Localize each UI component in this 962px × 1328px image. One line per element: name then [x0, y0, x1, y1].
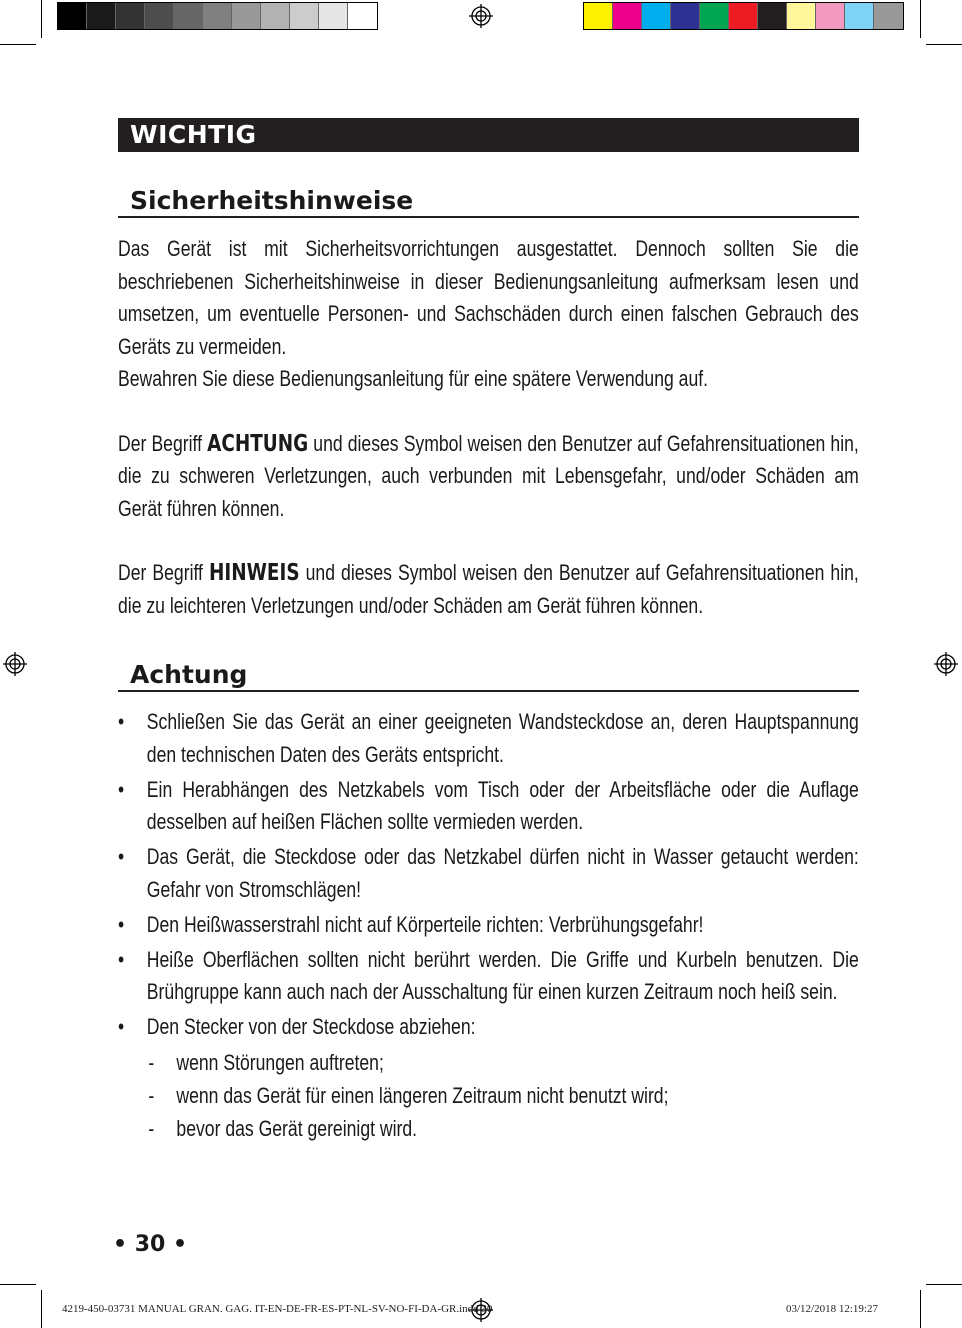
section-title-achtung: Achtung: [118, 660, 859, 692]
color-swatch: [261, 3, 290, 29]
color-swatch: [671, 3, 700, 29]
bullet-icon: •: [118, 776, 125, 802]
list-item-text: Heiße Oberflächen sollten nicht berührt werden. Die Griffe und Kurbeln benutzen. Die Brühgruppe kann auch nach der Ausschaltung für einen kurzen Zeitraum noch heiß sein.: [146, 946, 859, 1004]
process-color-bar: [583, 2, 904, 30]
list-item-text: Schließen Sie das Gerät an einer geeigneten Wandsteckdose an, deren Hauptspannung den technischen Daten des Geräts entspricht.: [146, 709, 859, 767]
list-item: [118, 841, 859, 906]
wichtig-header-bar: WICHTIG: [118, 118, 859, 152]
list-item-text: Den Stecker von der Steckdose abziehen:: [146, 1014, 476, 1039]
color-swatch: [816, 3, 845, 29]
bullet-icon: •: [118, 946, 125, 972]
color-swatch: [700, 3, 729, 29]
grayscale-color-bar: [57, 2, 378, 30]
achtung-bullet-list: [118, 706, 859, 1145]
sub-list-item-text: wenn das Gerät für einen längeren Zeitraum nicht benutzt wird;: [176, 1083, 669, 1108]
hinweis-rest: und dieses Symbol weisen den Benutzer auf Gefahrensituationen hin, die zu leichteren Verletzungen und/oder Schäden am Gerät führen können.: [118, 560, 859, 618]
dash-icon: -: [148, 1050, 155, 1075]
registration-mark-icon: [3, 652, 27, 676]
bullet-icon: •: [118, 1014, 125, 1039]
achtung-keyword: ACHTUNG: [207, 430, 309, 457]
color-swatch: [58, 3, 87, 29]
list-item: [118, 909, 859, 942]
crop-mark: [926, 44, 962, 45]
color-swatch: [758, 3, 787, 29]
achtung-definition-paragraph: [118, 428, 859, 526]
bullet-icon: •: [118, 911, 125, 937]
intro-paragraph: Das Gerät ist mit Sicherheitsvorrichtungen ausgestattet. Dennoch sollten Sie die beschriebenen Sicherheitshinweise in dieser Bedienungsanleitung aufmerksam lesen und umsetzen, um eventuelle Personen- und Sachschäden durch einen falschen Gebrauch des Geräts zu vermeiden.: [118, 236, 859, 359]
list-item-text: Den Heißwasserstrahl nicht auf Körperteile richten: Verbrühungsgefahr!: [146, 911, 704, 937]
color-swatch: [87, 3, 116, 29]
crop-mark: [41, 0, 42, 38]
registration-mark-icon: [934, 652, 958, 676]
list-item: [118, 774, 859, 839]
color-swatch: [290, 3, 319, 29]
color-swatch: [232, 3, 261, 29]
bullet-icon: •: [118, 709, 125, 734]
color-swatch: [613, 3, 642, 29]
list-item-text: Ein Herabhängen des Netzkabels vom Tisch oder der Arbeitsfläche oder die Auflage desselben auf heißen Flächen sollte vermieden werden.: [146, 776, 859, 834]
color-swatch: [116, 3, 145, 29]
page-number: • 30 •: [113, 1232, 188, 1257]
sub-list-item: [118, 1046, 888, 1079]
keep-manual-paragraph: Bewahren Sie diese Bedienungsanleitung für eine spätere Verwendung auf.: [118, 366, 709, 391]
crop-mark: [0, 1284, 36, 1285]
crop-mark: [920, 0, 921, 38]
footer-file-name: 4219-450-03731 MANUAL GRAN. GAG. IT-EN-DE-FR-ES-PT-NL-SV-NO-FI-DA-GR.indd 30: [62, 1303, 493, 1315]
list-item: [118, 944, 859, 1009]
dash-icon: -: [148, 1116, 155, 1141]
list-item: [118, 1011, 859, 1044]
color-swatch: [729, 3, 758, 29]
section-title-sicherheitshinweise: Sicherheitshinweise: [118, 186, 859, 218]
crop-mark: [926, 1284, 962, 1285]
bullet-icon: •: [118, 844, 125, 869]
color-swatch: [787, 3, 816, 29]
color-swatch: [348, 3, 377, 29]
color-swatch: [874, 3, 903, 29]
crop-mark: [920, 1290, 921, 1328]
color-swatch: [203, 3, 232, 29]
registration-mark-icon: [469, 4, 493, 28]
color-swatch: [845, 3, 874, 29]
achtung-rest: und dieses Symbol weisen den Benutzer auf Gefahrensituationen hin, die zu schweren Verletzungen, auch verbunden mit Lebensgefahr, und/oder Schäden am Gerät führen können.: [118, 430, 859, 521]
content-area: [118, 118, 859, 1145]
list-item-text: Das Gerät, die Steckdose oder das Netzkabel dürfen nicht in Wasser getaucht werden: Gefahr von Stromschlägen!: [146, 844, 859, 902]
sub-list-item-text: wenn Störungen auftreten;: [176, 1050, 384, 1075]
color-swatch: [319, 3, 348, 29]
color-swatch: [584, 3, 613, 29]
hinweis-keyword: HINWEIS: [208, 560, 300, 586]
crop-mark: [0, 44, 36, 45]
footer-timestamp: 03/12/2018 12:19:27: [786, 1303, 878, 1315]
sub-list-item: [118, 1079, 888, 1112]
hinweis-prefix: Der Begriff: [118, 560, 209, 585]
hinweis-definition-paragraph: [118, 557, 859, 622]
sub-list-item: [118, 1112, 888, 1145]
dash-icon: -: [148, 1083, 155, 1108]
achtung-prefix: Der Begriff: [118, 430, 208, 456]
color-swatch: [174, 3, 203, 29]
color-swatch: [642, 3, 671, 29]
list-item: [118, 706, 859, 771]
crop-mark: [41, 1290, 42, 1328]
color-swatch: [145, 3, 174, 29]
sub-list-item-text: bevor das Gerät gereinigt wird.: [176, 1116, 418, 1141]
